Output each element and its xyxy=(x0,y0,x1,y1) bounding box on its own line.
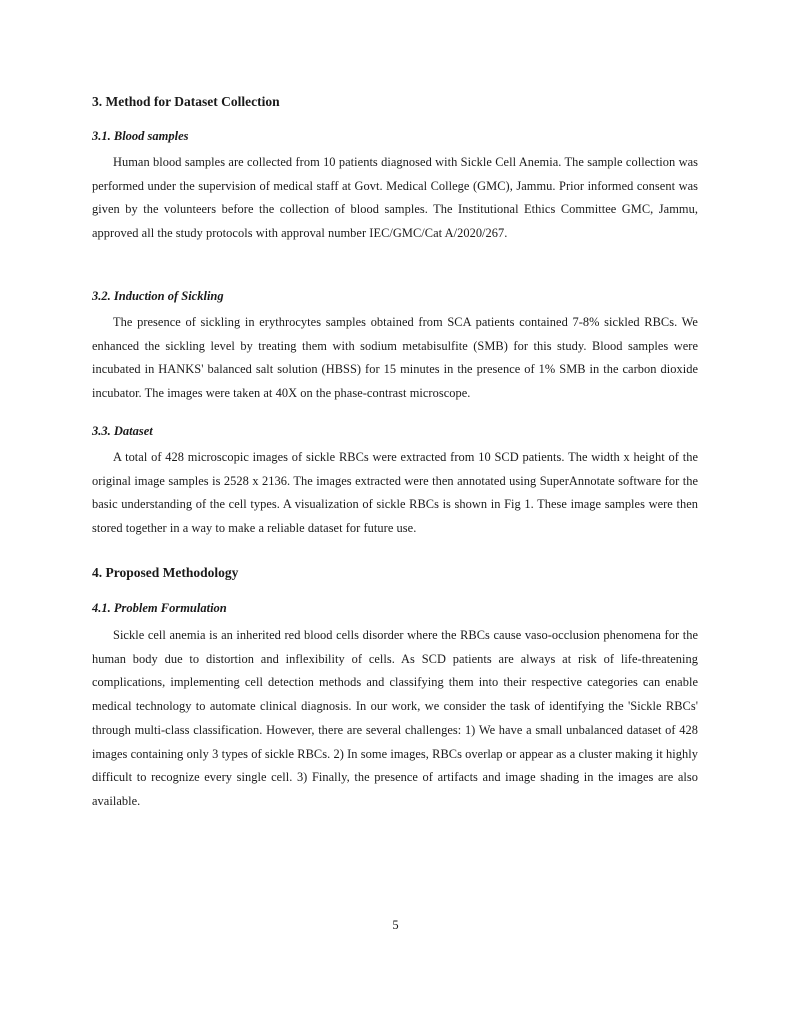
paragraph-problem-formulation: Sickle cell anemia is an inherited red blood cells disorder where the RBCs cause vaso-occlusion phenomena for the human body due to distortion and inflexibility of cells. As SCD patients are always at risk of life-threatening complications, implementing cell detection methods and classifying them into their respective categories can enable medical technology to automate clinical diagnosis. In our work, we consider the task of identifying the 'Sickle RBCs' through multi-class classification. However, there are several challenges: 1) We have a small unbalanced dataset of 428 images containing only 3 types of sickle RBCs. 2) In some images, RBCs overlap or appear as a cluster making it highly difficult to recognize every single cell. 3) Finally, the presence of artifacts and image shading in the images are also available. xyxy=(92,628,698,808)
paragraph-induction-of-sickling: The presence of sickling in erythrocytes samples obtained from SCA patients contained 7-8% sickled RBCs. We enhanced the sickling level by treating them with sodium metabisulfite (SMB) for this study. Blood samples were incubated in HANKS' balanced salt solution (HBSS) for 15 minutes in the presence of 1% SMB in the carbon dioxide incubator. The images were taken at 40X on the phase-contrast microscope. xyxy=(92,315,698,401)
subsection-heading-blood-samples: 3.1. Blood samples xyxy=(92,129,189,143)
section-heading-proposed-methodology: 4. Proposed Methodology xyxy=(92,565,239,580)
paragraph-dataset: A total of 428 microscopic images of sickle RBCs were extracted from 10 SCD patients. The width x height of the original image samples is 2528 x 2136. The images extracted were then annotated using SuperAnnotate software for the basic understanding of the cell types. A visualization of sickle RBCs is shown in Fig 1. These image samples were then stored together in a way to make a reliable dataset for future use. xyxy=(92,450,698,536)
section-heading-dataset-collection: 3. Method for Dataset Collection xyxy=(92,94,280,109)
subsection-heading-induction-of-sickling: 3.2. Induction of Sickling xyxy=(92,289,224,303)
paragraph-blood-samples: Human blood samples are collected from 10 patients diagnosed with Sickle Cell Anemia. The sample collection was performed under the supervision of medical staff at Govt. Medical College (GMC), Jammu. Prior informed consent was given by the volunteers before the collection of blood samples. The Institutional Ethics Committee GMC, Jammu, approved all the study protocols with approval number IEC/GMC/Cat A/2020/267. xyxy=(92,155,698,241)
subsection-heading-problem-formulation: 4.1. Problem Formulation xyxy=(92,601,227,615)
page-number: 5 xyxy=(392,918,399,932)
subsection-heading-dataset: 3.3. Dataset xyxy=(92,424,153,438)
